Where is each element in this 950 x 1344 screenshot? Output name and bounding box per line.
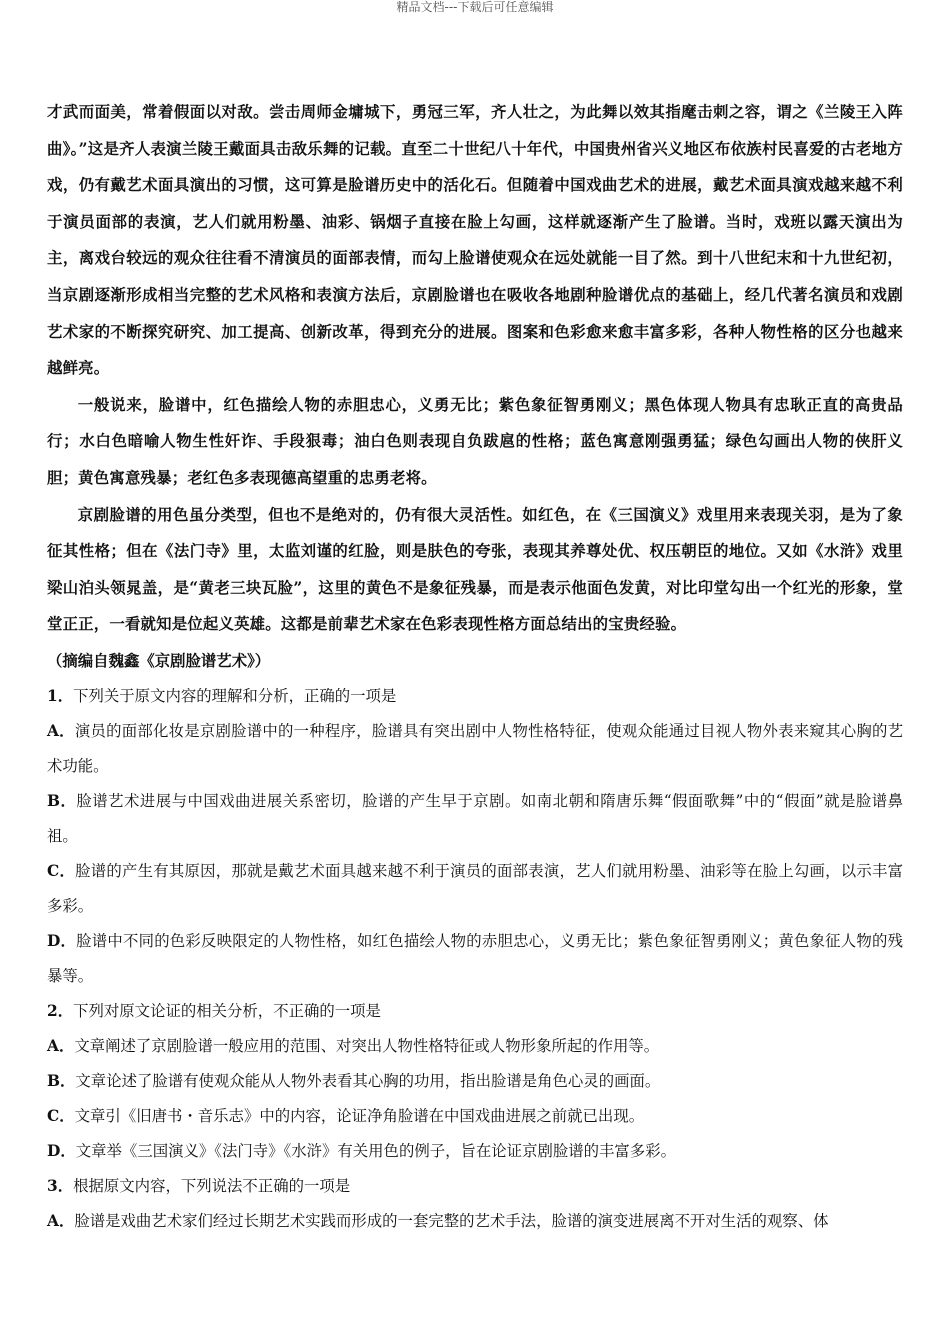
question-2-option-a [47,1029,903,1064]
question-2-option-c [47,1099,903,1134]
option-label: D． [47,931,77,950]
question-2-option-d [47,1134,903,1169]
question-3-text: 根据原文内容，下列说法不正确的一项是 [73,1176,351,1195]
option-label: A． [47,1211,75,1230]
option-label: B． [47,791,77,810]
question-1-number: 1． [47,686,74,705]
question-3-number: 3． [47,1176,74,1195]
option-label: C． [47,861,76,880]
question-1-text: 下列关于原文内容的理解和分析，正确的一项是 [73,686,397,705]
option-text: 脸谱中不同的色彩反映限定的人物性格，如红色描绘人物的赤胆忠心，义勇无比；紫色象征智勇刚义；黄色象征人物的残暴等。 [47,931,903,985]
question-1-stem [47,679,903,714]
question-3-stem [47,1169,903,1204]
question-2-text: 下列对原文论证的相关分析，不正确的一项是 [73,1001,381,1020]
passage-paragraph-3: 京剧脸谱的用色虽分类型，但也不是绝对的，仍有很大灵活性。如红色，在《三国演义》戏里用来表现关羽，是为了象征其性格；但在《法门寺》里，太监刘谨的红脸，则是肤色的夸张，表现其养尊处优、权压朝臣的地位。又如《水浒》戏里梁山泊头领晁盖，是“黄老三块瓦脸”，这里的黄色不是象征残暴，而是表示他面色发黄，对比印堂勾出一个红光的形象，堂堂正正，一看就知是位起义英雄。这都是前辈艺术家在色彩表现性格方面总结出的宝贵经验。 [47,505,903,634]
option-text: 文章引《旧唐书・音乐志》中的内容，论证净角脸谱在中国戏曲进展之前就已出现。 [74,1106,645,1125]
option-label: B． [47,1071,76,1090]
option-text: 脸谱的产生有其原因，那就是戴艺术面具越来越不利于演员的面部表演，艺人们就用粉墨、油彩等在脸上勾画，以示丰富多彩。 [47,861,903,915]
question-1 [47,679,903,994]
question-2 [47,994,903,1169]
option-text: 文章举《三国演义》《法门寺》《水浒》有关用色的例子，旨在论证京剧脸谱的丰富多彩。 [75,1141,676,1160]
document-body [47,94,903,1239]
passage-paragraph-1: 才武而面美，常着假面以对敌。尝击周师金墉城下，勇冠三军，齐人壮之，为此舞以效其指麾击刺之容，谓之《兰陵王入阵曲》。”这是齐人表演兰陵王戴面具击敌乐舞的记载。直至二十世纪八十年代，中国贵州省兴义地区布依族村民喜爱的古老地方戏，仍有戴艺术面具演出的习惯，这可算是脸谱历史中的活化石。但随着中国戏曲艺术的进展，戴艺术面具演戏越来越不利于演员面部的表演，艺人们就用粉墨、油彩、锅烟子直接在脸上勾画，这样就逐渐产生了脸谱。当时，戏班以露天演出为主，离戏台较远的观众往往看不清演员的面部表情，而勾上脸谱使观众在远处就能一目了然。到十八世纪末和十九世纪初，当京剧逐渐形成相当完整的艺术风格和表演方法后，京剧脸谱也在吸收各地剧种脸谱优点的基础上，经几代著名演员和戏剧艺术家的不断探究研究、加工提高、创新改革，得到充分的进展。图案和色彩愈来愈丰富多彩，各种人物性格的区分也越来越鲜亮。 [47,103,903,378]
question-3-option-a [47,1204,903,1239]
page-header: 精品文档---下载后可任意编辑 [396,0,554,14]
question-2-option-b [47,1064,903,1099]
option-label: A． [47,721,75,740]
option-text: 演员的面部化妆是京剧脸谱中的一种程序，脸谱具有突出剧中人物性格特征，使观众能通过目视人物外表来窥其心胸的艺术功能。 [47,721,903,775]
passage-source: （摘编自魏鑫《京剧脸谱艺术》） [47,651,271,670]
question-1-option-b [47,784,903,854]
option-label: C． [47,1106,75,1125]
option-text: 文章阐述了京剧脸谱一般应用的范围、对突出人物性格特征或人物形象所起的作用等。 [74,1036,660,1055]
question-1-option-c [47,854,903,924]
option-label: D． [47,1141,76,1160]
option-text: 文章论述了脸谱有使观众能从人物外表看其心胸的功用，指出脸谱是角色心灵的画面。 [75,1071,661,1090]
option-text: 脸谱是戏曲艺术家们经过长期艺术实践而形成的一套完整的艺术手法，脸谱的演变进展离不开对生活的观察、体 [74,1211,829,1230]
option-label: A． [47,1036,75,1055]
question-2-number: 2． [47,1001,74,1020]
passage-paragraph-2: 一般说来，脸谱中，红色描绘人物的赤胆忠心，义勇无比；紫色象征智勇刚义；黑色体现人物具有忠耿正直的高贵品行；水白色暗喻人物生性奸诈、手段狠毒；油白色则表现自负跋扈的性格；蓝色寓意刚强勇猛；绿色勾画出人物的侠肝义胆；黄色寓意残暴；老红色多表现德高望重的忠勇老将。 [47,395,903,487]
question-1-option-a [47,714,903,784]
question-3 [47,1169,903,1239]
question-2-stem [47,994,903,1029]
option-text: 脸谱艺术进展与中国戏曲进展关系密切，脸谱的产生早于京剧。如南北朝和隋唐乐舞“假面歌舞”中的“假面”就是脸谱鼻祖。 [47,791,903,845]
question-1-option-d [47,924,903,994]
